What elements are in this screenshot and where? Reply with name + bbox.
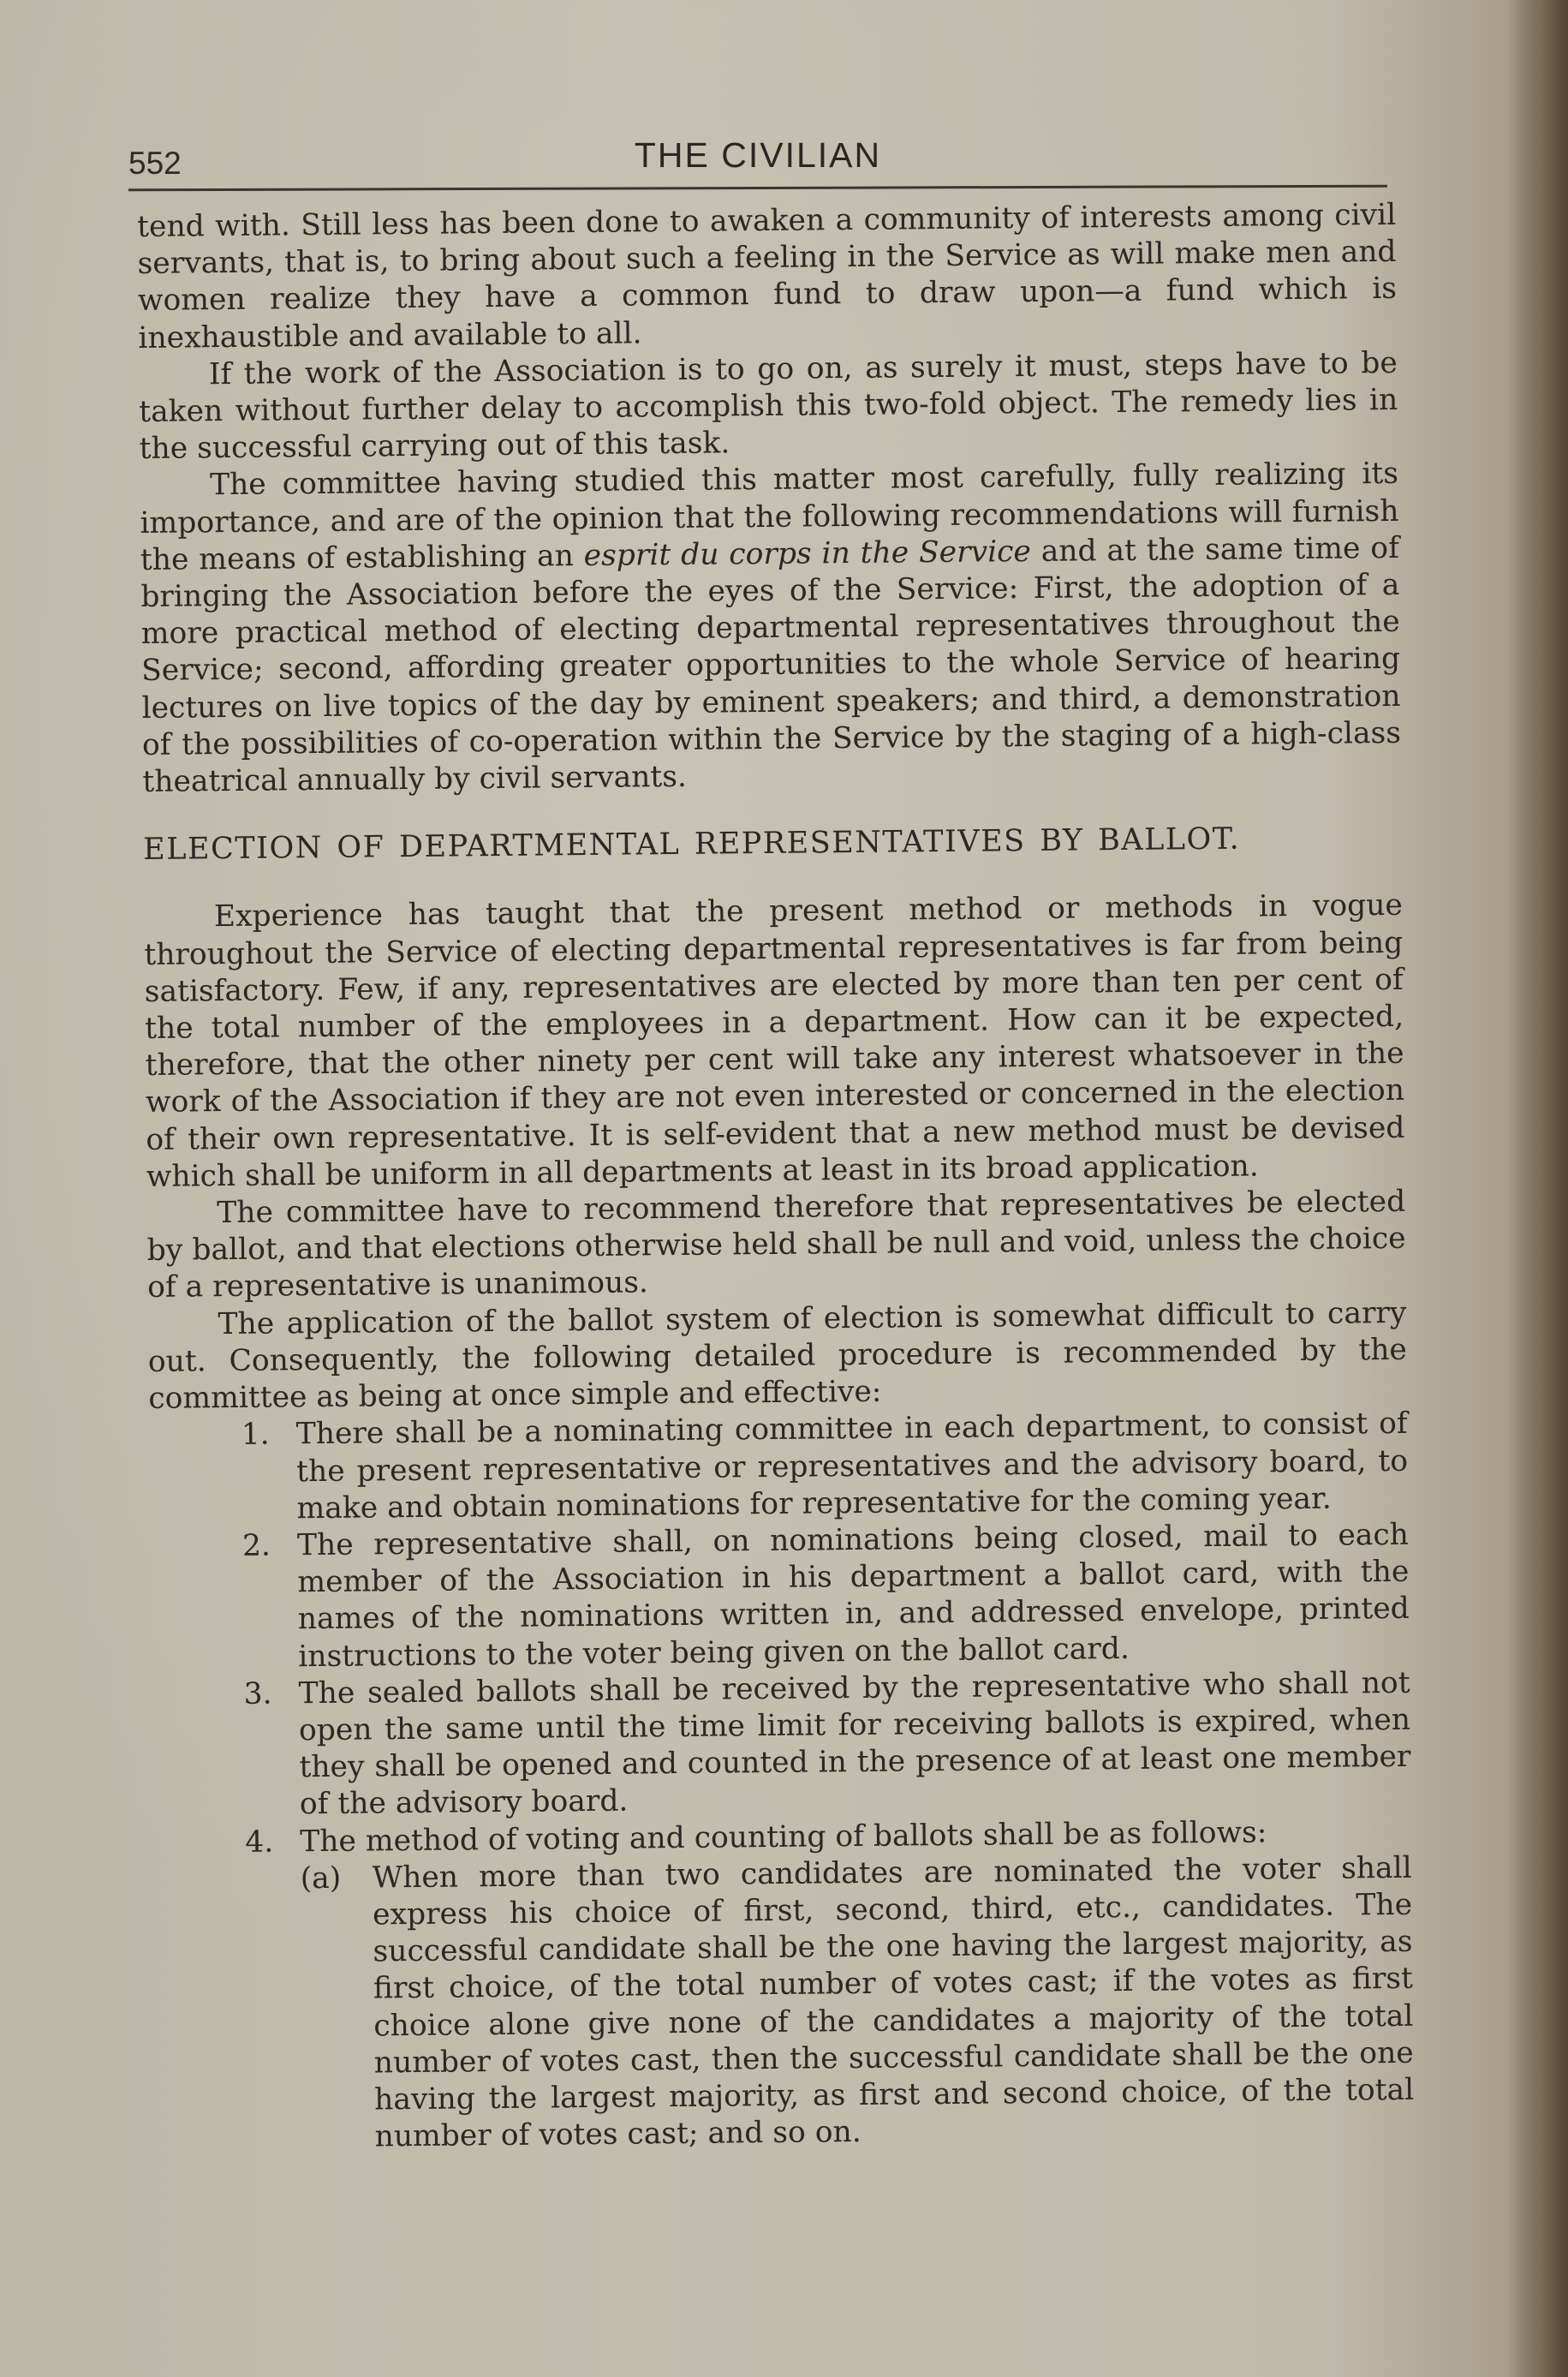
item-text: The method of voting and counting of ballots shall be as follows:	[300, 1814, 1267, 1859]
paragraph-continuation: tend with. Still less has been done to awaken a community of interests among civil servants, that is, to bring about such a feeling in the Service as will make men and women realize they have a common fund to draw upon—a fund which is inexhaustible and available to all.	[137, 197, 1398, 355]
paragraph-experience: Experience has taught that the present method or methods in vogue throughout the Service of electing departmental representatives is far from being satisfactory. Few, if any, representatives are elected by more than ten per cent of the total number of the employees in a department. How can it be expected, therefore, that the other ninety per cent will take any interest whatsoever in the work of the Association if they are not even interested or concerned in the election of their own representative. It is self-evident that a new method must be devised which shall be uniform in all departments at least in its broad application.	[144, 888, 1405, 1194]
committee-text-start: The committee having studied this matter most carefully, fully realizing its importance, and are of the opinion that the following recommendations will furnish the means of establishing an	[140, 457, 1399, 577]
list-item	[151, 1665, 1411, 1825]
sub-item-label: (a)	[300, 1860, 342, 1896]
sub-item-text: When more than two candidates are nominated the voter shall express his choice of first, second, third, etc., candidates. The successful candidate shall be the one having the largest majority, as first choice, of the total number of votes cast; if the votes as first choice alone give none of the candidates a majority of the total number of votes cast, then the successful candidate shall be the one having the largest majority, as first and second choice, of the total number of votes cast; and so on.	[372, 1850, 1415, 2154]
item-text: The representative shall, on nominations being closed, mail to each member of the Association in his department a ballot card, with the names of the nominations written in, and addressed envelope, printed instructions to the voter being given on the ballot card.	[296, 1517, 1410, 1674]
paragraph-recommend-ballot: The committee have to recommend therefore that representatives be elected by ballot, and that elections otherwise held shall be null and void, unless the choice of a representative is unanimous.	[146, 1184, 1406, 1305]
sub-list-item	[301, 1850, 1415, 2157]
binding-shadow	[1508, 0, 1568, 2377]
page-header	[128, 128, 1387, 188]
committee-text-end: and at the same time of bringing the Association before the eyes of the Service: First, the adoption of a more practical method of electing departmental representatives throughout the Service; second, affording greater opportunities to the whole Service of hearing lectures on live topics of the day by eminent speakers; and third, a demonstration of the possibilities of co-operation within the Service by the staging of a high-class theatrical annually by civil servants.	[140, 530, 1402, 800]
item-text: There shall be a nominating committee in each department, to consist of the present representative or representatives and the advisory board, to make and obtain nominations for representative for the coming year.	[295, 1406, 1409, 1526]
procedure-list	[149, 1406, 1415, 2158]
list-item	[150, 1517, 1410, 1677]
paragraph-committee-recommendations	[140, 456, 1402, 801]
article-body	[137, 197, 1415, 2158]
italic-phrase: esprit du corps in the Service	[583, 534, 1032, 573]
page-number: 552	[128, 146, 182, 181]
section-heading: ELECTION OF DEPARTMENTAL REPRESENTATIVES BY BALLOT.	[142, 821, 1241, 868]
paragraph-procedure-intro: The application of the ballot system of election is somewhat difficult to carry out. Consequently, the following detailed procedure is recommended by the committee as being at once simple and effective:	[147, 1295, 1408, 1417]
list-item	[149, 1406, 1409, 1529]
item-number: 2.	[241, 1528, 271, 1563]
running-head: THE CIVILIAN	[634, 135, 882, 175]
item-number: 1.	[241, 1417, 270, 1453]
item-number: 4.	[245, 1825, 274, 1860]
list-item	[152, 1813, 1415, 2158]
item-text: The sealed ballots shall be received by the representative who shall not open the same until the time limit for receiving ballots is expired, when they shall be opened and counted in the presence of at least one member of the advisory board.	[298, 1665, 1411, 1822]
item-number: 3.	[243, 1676, 272, 1711]
paragraph-two-fold-object: If the work of the Association is to go on, as surely it must, steps have to be taken without further delay to accomplish this two-fold object. The remedy lies in the successful carrying out of this task.	[139, 345, 1398, 467]
